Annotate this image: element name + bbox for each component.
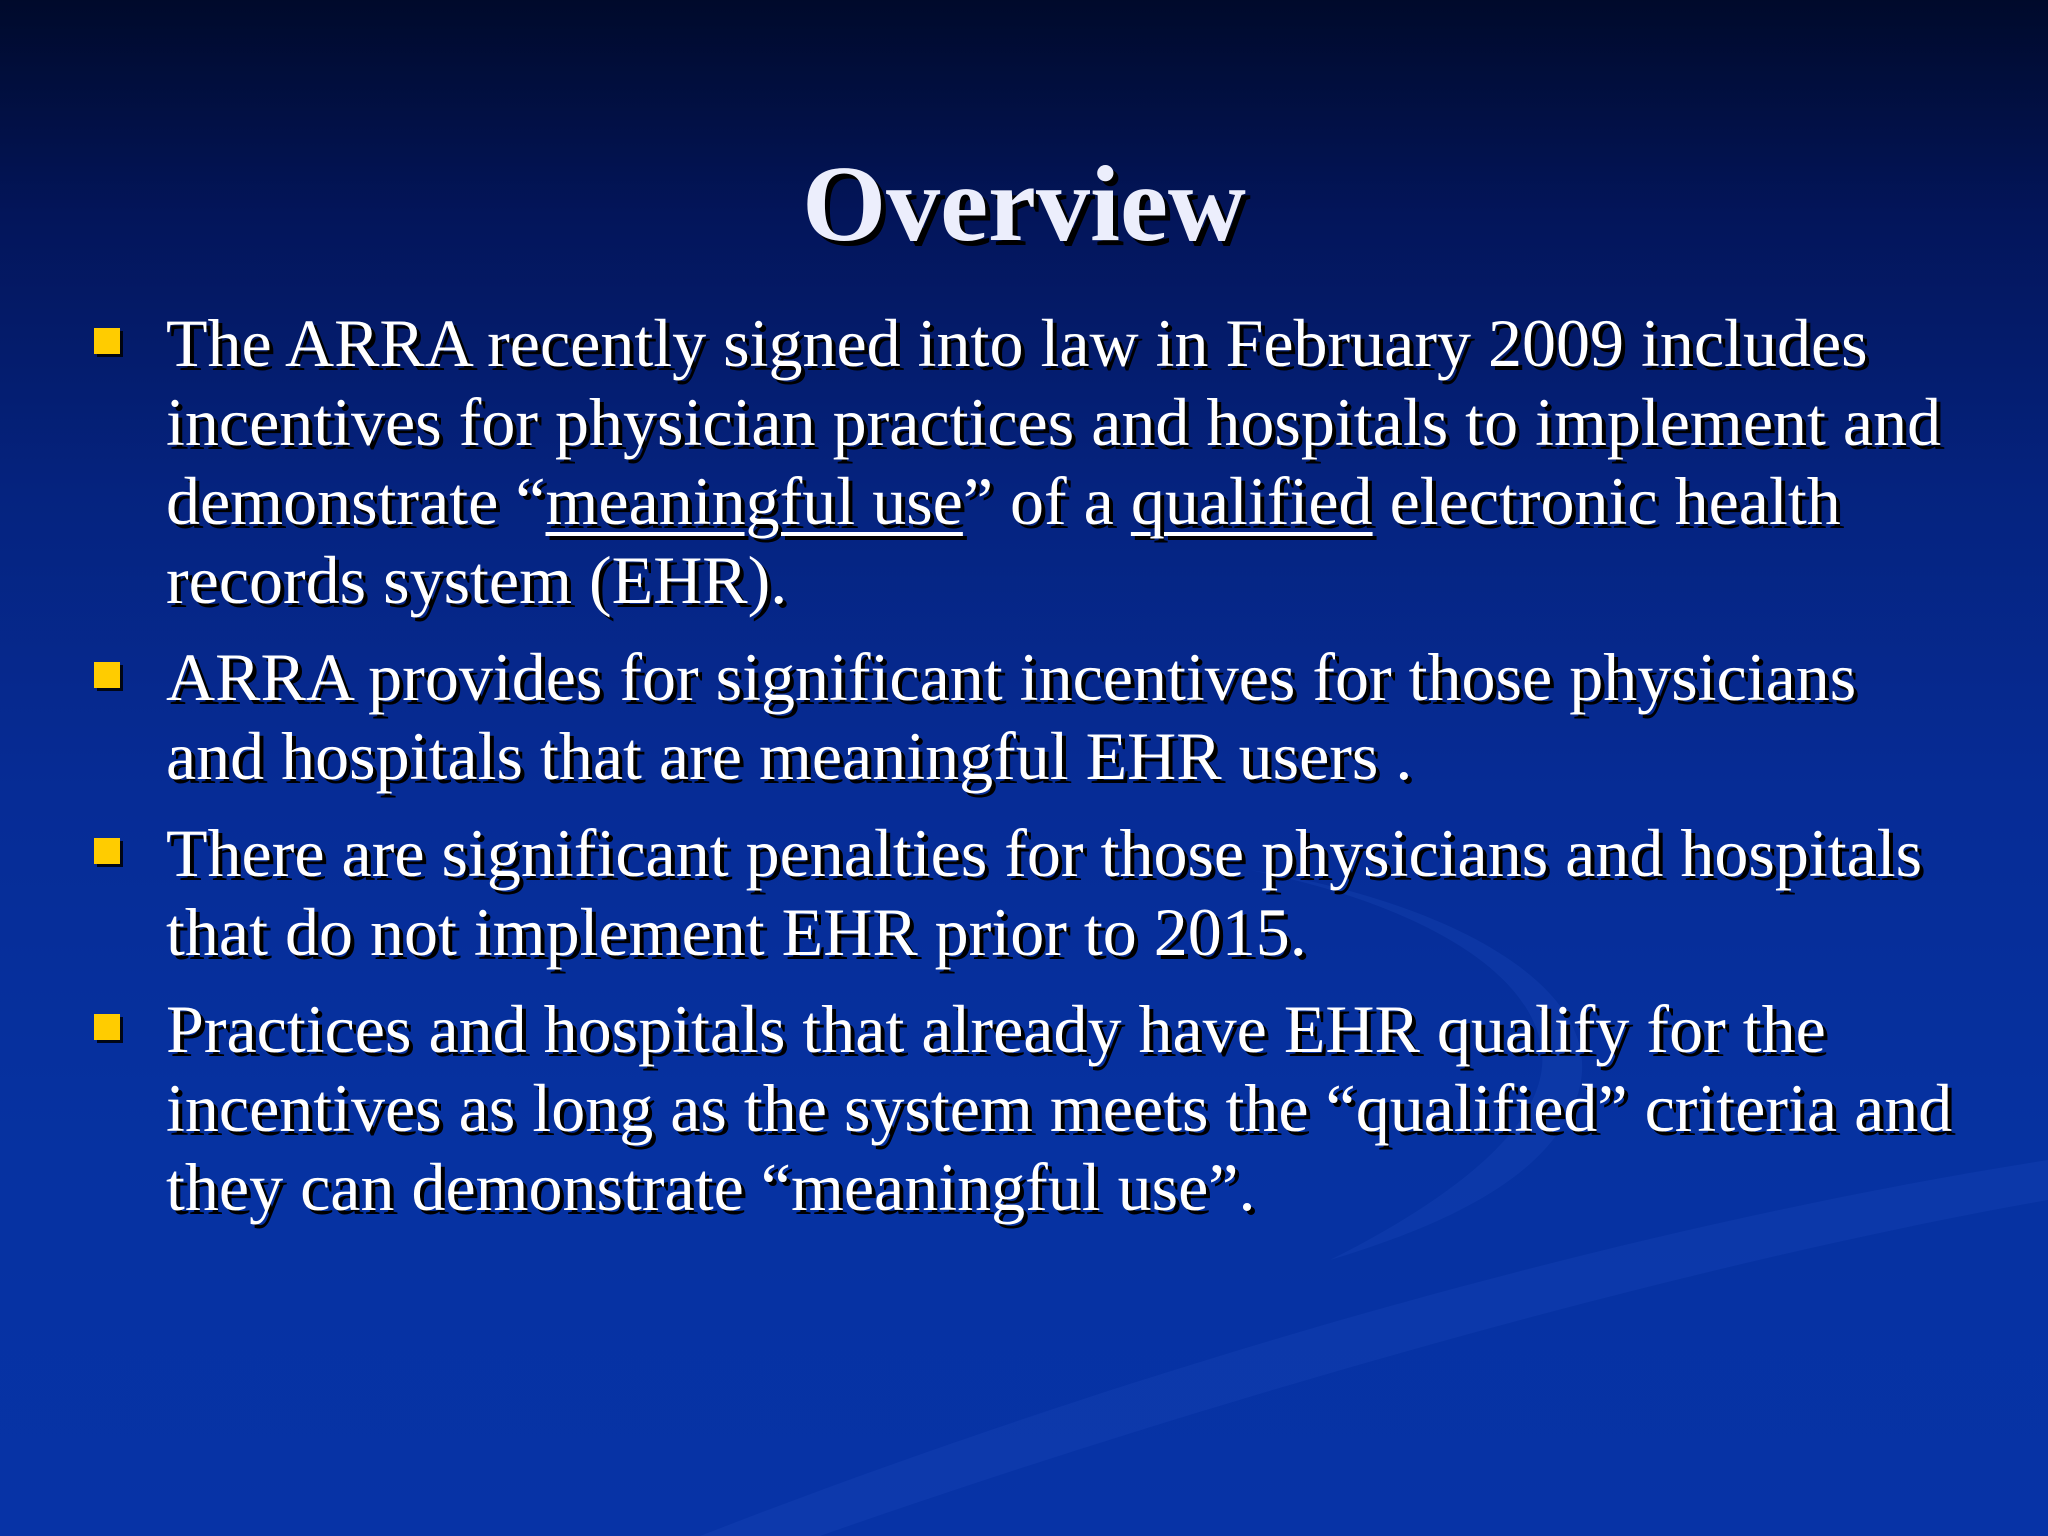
bullet-text-segment: ” of a bbox=[962, 463, 1131, 539]
bullet-item bbox=[0, 304, 1966, 620]
bullet-text bbox=[166, 815, 1922, 970]
underlined-term: meaningful use bbox=[545, 463, 963, 539]
square-bullet-icon bbox=[94, 1014, 120, 1040]
bullet-text bbox=[166, 991, 1952, 1225]
square-bullet-icon bbox=[94, 662, 120, 688]
underlined-term: qualified bbox=[1130, 463, 1373, 539]
bullet-item bbox=[0, 814, 1966, 972]
bullet-text-segment: electronic health records system (EHR). bbox=[166, 463, 1841, 618]
bullet-text-segment: Practices and hospitals that already have EHR qualify for the incentives as long as the system meets the “qualified” criteria and they can demonstrate “meaningful use”. bbox=[166, 991, 1953, 1225]
slide-title: Overview bbox=[802, 145, 1246, 264]
bullet-item bbox=[0, 638, 1966, 796]
bullet-text-segment: ARRA provides for significant incentives for those physicians and hospitals that are meaningful EHR users . bbox=[166, 639, 1857, 794]
square-bullet-icon bbox=[94, 328, 120, 354]
bullet-text-segment: The ARRA recently signed into law in February 2009 includes incentives for physician practices and hospitals to implement and demonstrate “ bbox=[166, 305, 1942, 539]
bullet-item bbox=[0, 990, 1966, 1227]
square-bullet-icon bbox=[94, 838, 120, 864]
bullet-text bbox=[166, 305, 1941, 618]
bullet-list bbox=[0, 304, 2048, 1245]
bullet-text-segment: There are significant penalties for those physicians and hospitals that do not implement EHR prior to 2015. bbox=[166, 815, 1923, 970]
bullet-text bbox=[166, 639, 1856, 794]
